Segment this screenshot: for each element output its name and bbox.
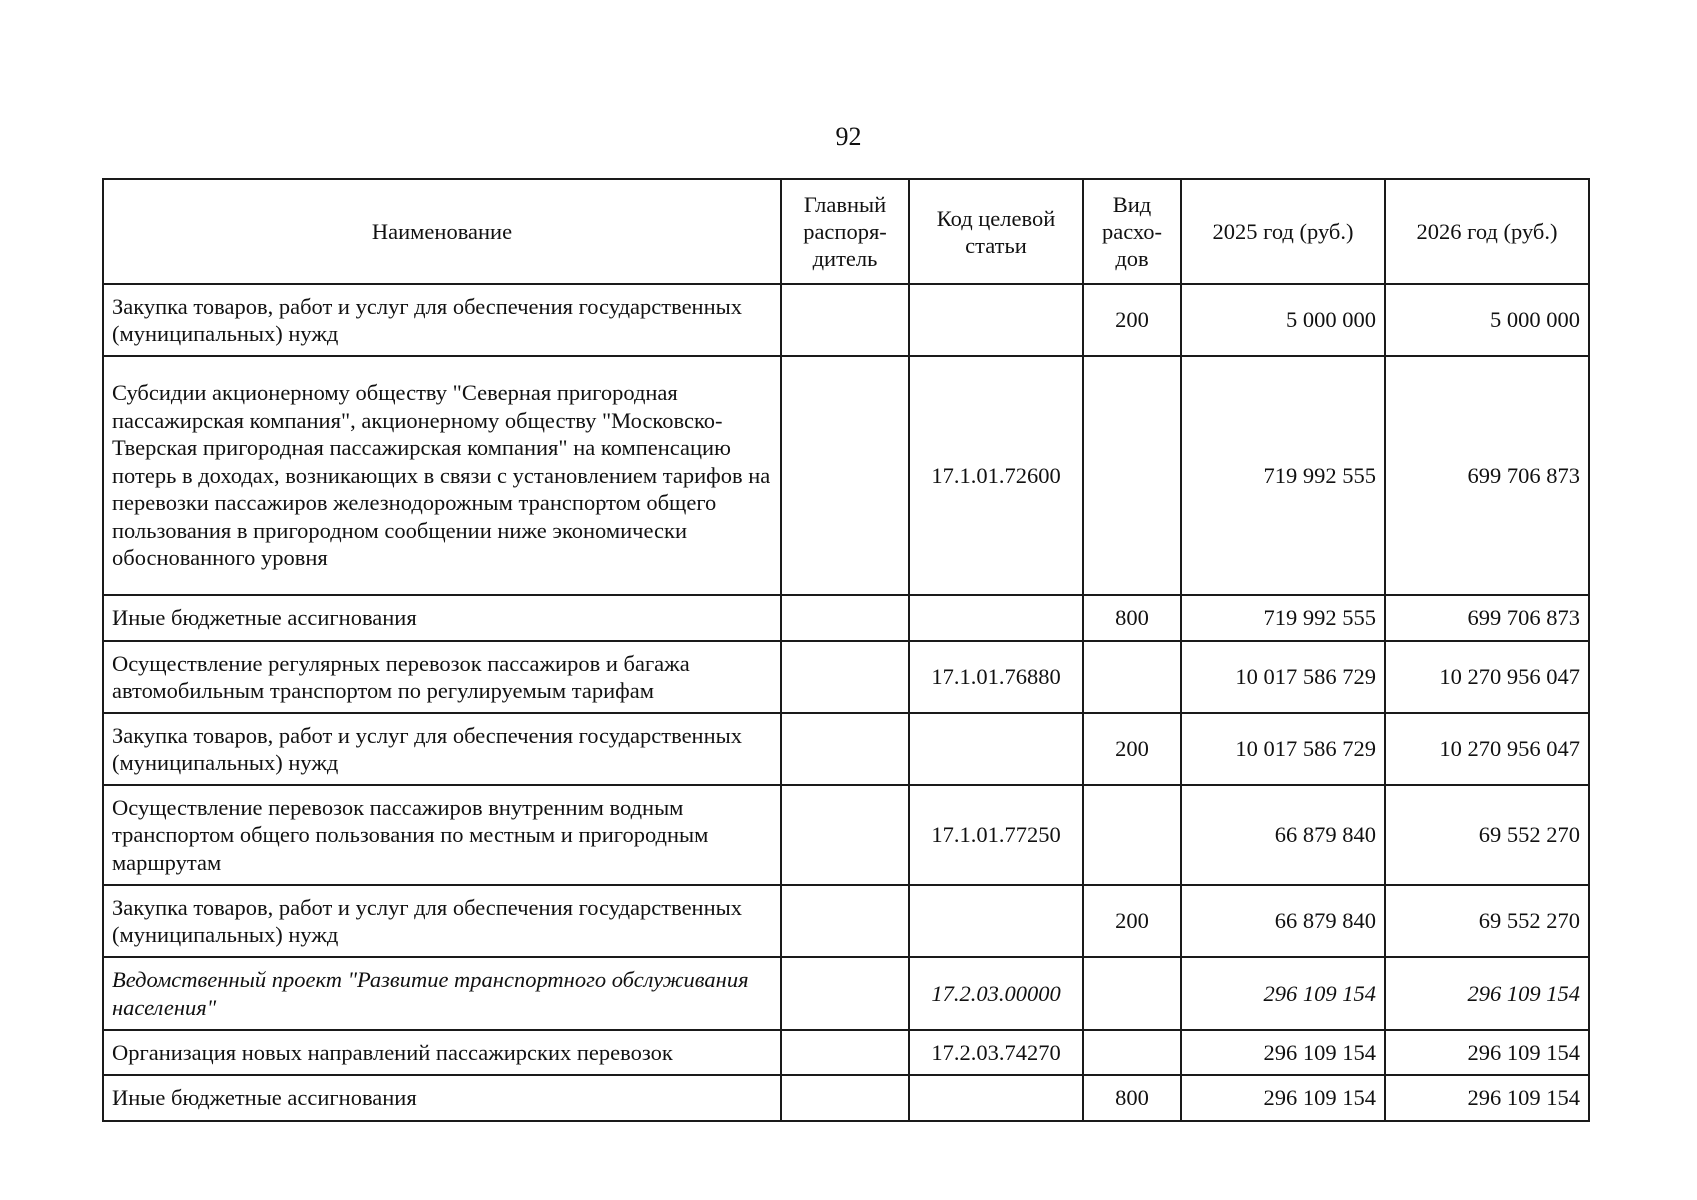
row-2026: 5 000 000 — [1385, 284, 1589, 356]
row-2026: 69 552 270 — [1385, 785, 1589, 885]
table-row — [103, 957, 1589, 1030]
row-manager — [781, 885, 909, 957]
row-2025: 296 109 154 — [1181, 957, 1385, 1030]
table-row — [103, 356, 1589, 595]
header-2025: 2025 год (руб.) — [1181, 179, 1385, 284]
row-type: 200 — [1083, 885, 1181, 957]
header-name: Наименование — [103, 179, 781, 284]
table-row — [103, 641, 1589, 713]
row-name: Закупка товаров, работ и услуг для обеспечения государственных (муниципальных) нужд — [103, 713, 781, 785]
page-number: 92 — [835, 122, 862, 151]
row-2025: 719 992 555 — [1181, 595, 1385, 641]
row-type — [1083, 641, 1181, 713]
row-manager — [781, 1075, 909, 1121]
row-name: Ведомственный проект "Развитие транспортного обслуживания населения" — [103, 957, 781, 1030]
row-code — [909, 595, 1083, 641]
row-code — [909, 1075, 1083, 1121]
row-type: 200 — [1083, 713, 1181, 785]
row-code: 17.1.01.76880 — [909, 641, 1083, 713]
table-row — [103, 1030, 1589, 1075]
row-2026: 69 552 270 — [1385, 885, 1589, 957]
row-name: Закупка товаров, работ и услуг для обеспечения государственных (муниципальных) нужд — [103, 284, 781, 356]
row-type — [1083, 1030, 1181, 1075]
table-row — [103, 885, 1589, 957]
table-row — [103, 713, 1589, 785]
row-code: 17.1.01.72600 — [909, 356, 1083, 595]
header-2026: 2026 год (руб.) — [1385, 179, 1589, 284]
row-2026: 296 109 154 — [1385, 1075, 1589, 1121]
row-2025: 719 992 555 — [1181, 356, 1385, 595]
table-header-row — [103, 179, 1589, 284]
table-row — [103, 785, 1589, 885]
row-type — [1083, 957, 1181, 1030]
row-code: 17.2.03.74270 — [909, 1030, 1083, 1075]
row-code: 17.2.03.00000 — [909, 957, 1083, 1030]
header-code: Код целевой статьи — [909, 179, 1083, 284]
row-type — [1083, 356, 1181, 595]
header-type: Вид расхо-дов — [1083, 179, 1181, 284]
row-2026: 10 270 956 047 — [1385, 713, 1589, 785]
row-manager — [781, 1030, 909, 1075]
row-type: 800 — [1083, 595, 1181, 641]
row-name: Организация новых направлений пассажирских перевозок — [103, 1030, 781, 1075]
row-manager — [781, 957, 909, 1030]
row-name: Закупка товаров, работ и услуг для обеспечения государственных (муниципальных) нужд — [103, 885, 781, 957]
row-2026: 699 706 873 — [1385, 356, 1589, 595]
row-2025: 66 879 840 — [1181, 785, 1385, 885]
row-2025: 296 109 154 — [1181, 1030, 1385, 1075]
row-2025: 66 879 840 — [1181, 885, 1385, 957]
row-manager — [781, 595, 909, 641]
budget-table — [102, 178, 1590, 1122]
header-manager: Главный распоря-дитель — [781, 179, 909, 284]
row-2025: 296 109 154 — [1181, 1075, 1385, 1121]
row-name: Осуществление перевозок пассажиров внутренним водным транспортом общего пользования по местным и пригородным маршрутам — [103, 785, 781, 885]
row-name: Осуществление регулярных перевозок пассажиров и багажа автомобильным транспортом по регулируемым тарифам — [103, 641, 781, 713]
row-type — [1083, 785, 1181, 885]
row-code — [909, 284, 1083, 356]
row-name: Субсидии акционерному обществу "Северная пригородная пассажирская компания", акционерному обществу "Московско-Тверская пригородная пассажирская компания" на компенсацию потерь в доходах, возникающих в связи с установлением тарифов на перевозки пассажиров железнодорожным транспортом общего пользования в пригородном сообщении ниже экономически обоснованного уровня — [103, 356, 781, 595]
row-code — [909, 713, 1083, 785]
row-2025: 10 017 586 729 — [1181, 713, 1385, 785]
row-2026: 699 706 873 — [1385, 595, 1589, 641]
row-2026: 296 109 154 — [1385, 957, 1589, 1030]
row-code: 17.1.01.77250 — [909, 785, 1083, 885]
row-manager — [781, 785, 909, 885]
row-manager — [781, 284, 909, 356]
table-row — [103, 595, 1589, 641]
row-name: Иные бюджетные ассигнования — [103, 1075, 781, 1121]
table-row — [103, 284, 1589, 356]
row-manager — [781, 356, 909, 595]
row-manager — [781, 641, 909, 713]
table-row — [103, 1075, 1589, 1121]
row-type: 200 — [1083, 284, 1181, 356]
row-2025: 10 017 586 729 — [1181, 641, 1385, 713]
row-2025: 5 000 000 — [1181, 284, 1385, 356]
row-name: Иные бюджетные ассигнования — [103, 595, 781, 641]
row-type: 800 — [1083, 1075, 1181, 1121]
row-2026: 296 109 154 — [1385, 1030, 1589, 1075]
row-manager — [781, 713, 909, 785]
row-code — [909, 885, 1083, 957]
row-2026: 10 270 956 047 — [1385, 641, 1589, 713]
